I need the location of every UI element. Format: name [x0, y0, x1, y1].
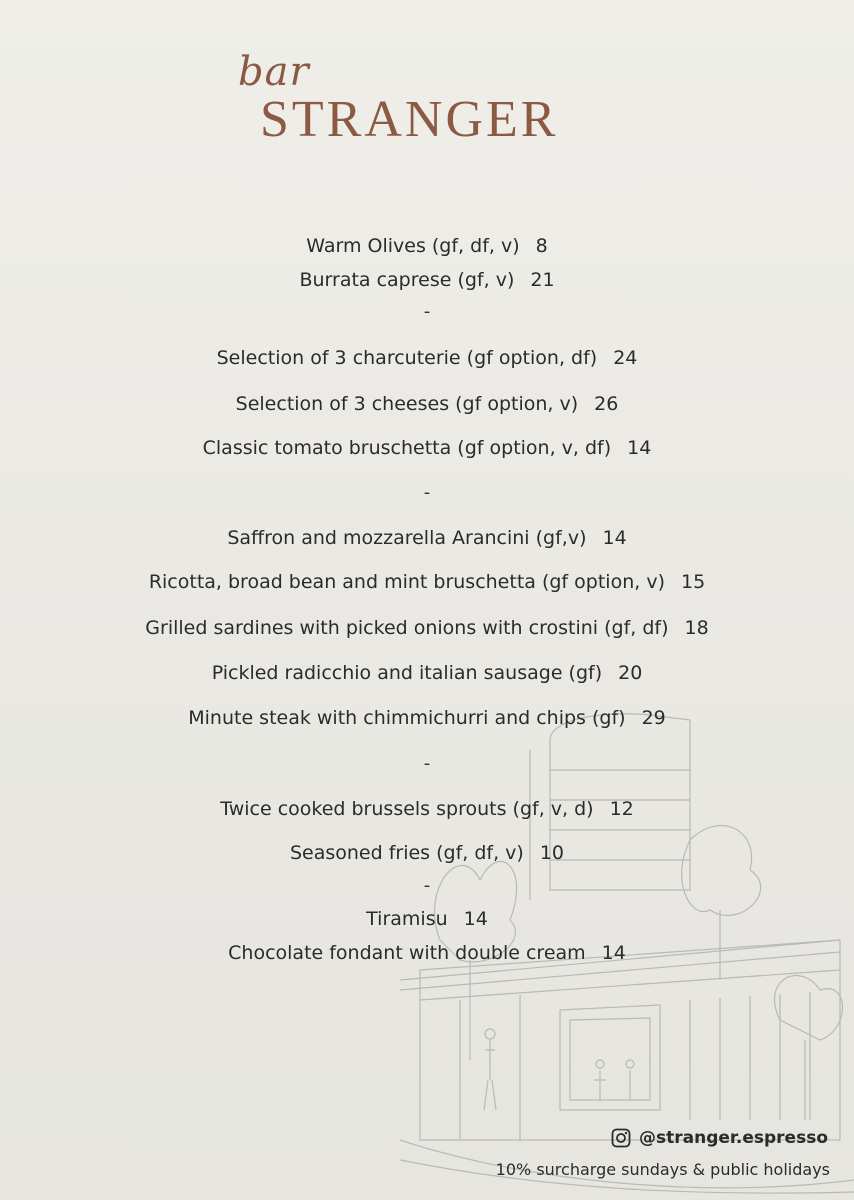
menu-item: [0, 234, 854, 258]
menu-item-price: 14: [627, 437, 652, 459]
menu-item-name: Pickled radicchio and italian sausage (gf): [211, 662, 603, 684]
menu-item-price: 14: [601, 942, 626, 964]
instagram-handle[interactable]: [611, 1128, 828, 1148]
section-separator: -: [423, 753, 431, 774]
bar-stranger-logo: [230, 50, 610, 150]
menu-item-name: Ricotta, broad bean and mint bruschetta (gf option, v): [148, 571, 665, 593]
instagram-handle-text: @stranger.espresso: [639, 1128, 828, 1148]
menu-item-price: 26: [594, 393, 619, 415]
section-separator: -: [423, 482, 431, 503]
menu-item: [0, 661, 854, 685]
menu-item-name: Burrata caprese (gf, v): [299, 269, 515, 291]
menu-item: [0, 346, 854, 370]
menu-item-name: Selection of 3 charcuterie (gf option, df): [216, 347, 598, 369]
menu-item-price: 15: [680, 571, 706, 593]
menu-item: [0, 907, 854, 931]
menu-item-price: 14: [463, 908, 488, 930]
menu-item-name: Warm Olives (gf, df, v): [306, 235, 520, 257]
menu-item: [0, 941, 854, 965]
menu-item-name: Saffron and mozzarella Arancini (gf,v): [227, 527, 587, 549]
instagram-icon: [611, 1128, 631, 1148]
menu-item-price: 24: [613, 347, 638, 369]
menu-item-price: 18: [684, 617, 709, 639]
menu-item: [0, 268, 854, 292]
menu-item: [0, 436, 854, 460]
menu-item-name: Twice cooked brussels sprouts (gf, v, d): [220, 798, 594, 820]
menu-item: [0, 616, 854, 640]
menu-item-price: 21: [530, 269, 555, 291]
menu-item-name: Grilled sardines with picked onions with crostini (gf, df): [145, 617, 669, 639]
menu-item: [0, 526, 854, 550]
menu-item: [0, 797, 854, 821]
menu-item-price: 29: [641, 707, 666, 729]
menu-item-name: Tiramisu: [366, 908, 448, 930]
menu-item-price: 20: [618, 662, 643, 684]
menu-item-name: Selection of 3 cheeses (gf option, v): [235, 393, 579, 415]
menu-item-name: Minute steak with chimmichurri and chips (gf): [188, 707, 626, 729]
logo-wordmark: STRANGER: [260, 91, 559, 148]
menu-item: [0, 841, 854, 865]
menu-item-name: Chocolate fondant with double cream: [228, 942, 586, 964]
section-separator: -: [423, 301, 431, 322]
menu-item: [0, 570, 854, 594]
menu-item-price: 14: [602, 527, 627, 549]
menu-item-name: Seasoned fries (gf, df, v): [289, 842, 524, 864]
menu-item: [0, 392, 854, 416]
menu-item-price: 12: [609, 798, 634, 820]
menu-item-name: Classic tomato bruschetta (gf option, v, df): [202, 437, 612, 459]
logo-script-text: bar: [238, 49, 310, 95]
section-separator: -: [423, 875, 431, 896]
menu-item-price: 10: [539, 842, 565, 864]
menu-item-price: 8: [535, 235, 548, 257]
menu-item: [0, 706, 854, 730]
surcharge-note: 10% surcharge sundays & public holidays: [495, 1160, 830, 1179]
